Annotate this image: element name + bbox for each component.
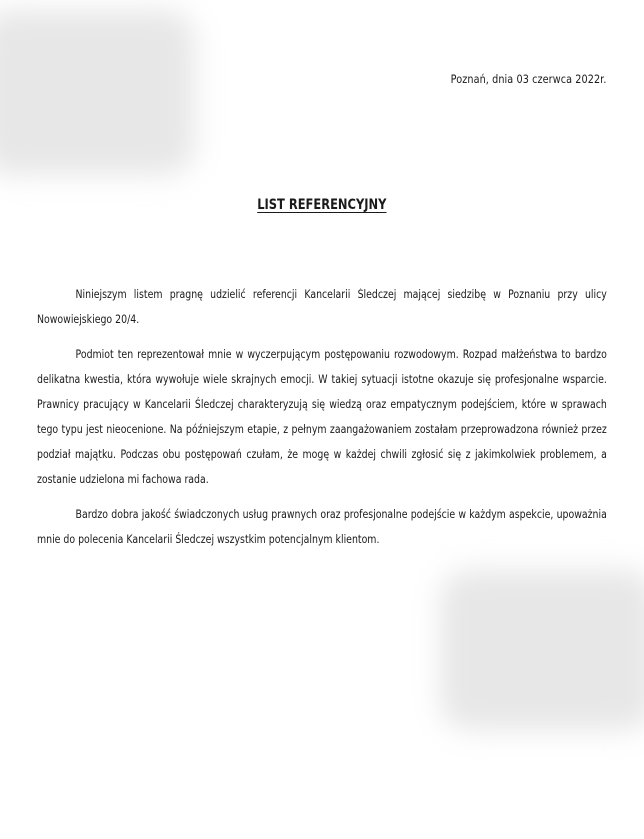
paragraph-3: Bardzo dobra jakość świadczonych usług prawnych oraz profesjonalne podejście w każdym aspekcie, upoważnia mnie do polecenia Kancelarii Śledczej wszystkim potencjalnym klientom. <box>37 508 607 546</box>
letter-body <box>37 282 607 562</box>
letter-title-wrapper <box>0 197 644 213</box>
paragraph-1: Niniejszym listem pragnę udzielić referencji Kancelarii Śledczej mającej siedzibę w Poznaniu przy ulicy Nowowiejskiego 20/4. <box>37 288 607 326</box>
redacted-area-bottom-right <box>440 570 644 730</box>
redacted-area-top-left <box>0 10 195 175</box>
paragraph-2: Podmiot ten reprezentował mnie w wyczerpującym postępowaniu rozwodowym. Rozpad małżeństwa to bardzo delikatna kwestia, która wywołuje wiele skrajnych emocji. W takiej sytuacji istotne okazuje się profesjonalne wsparcie. Prawnicy pracujący w Kancelarii Śledczej charakteryzują się wiedzą oraz empatycznym podejściem, które w sprawach tego typu jest nieocenione. Na późniejszym etapie, z pełnym zaangażowaniem zostałam przeprowadzona również przez podział majątku. Podczas obu postępowań czułam, że mogę w każdej chwili zgłosić się z jakimkolwiek problemem, a zostanie udzielona mi fachowa rada. <box>37 348 607 486</box>
letter-date: Poznań, dnia 03 czerwca 2022r. <box>450 72 606 86</box>
letter-title: LIST REFERENCYJNY <box>257 197 387 213</box>
